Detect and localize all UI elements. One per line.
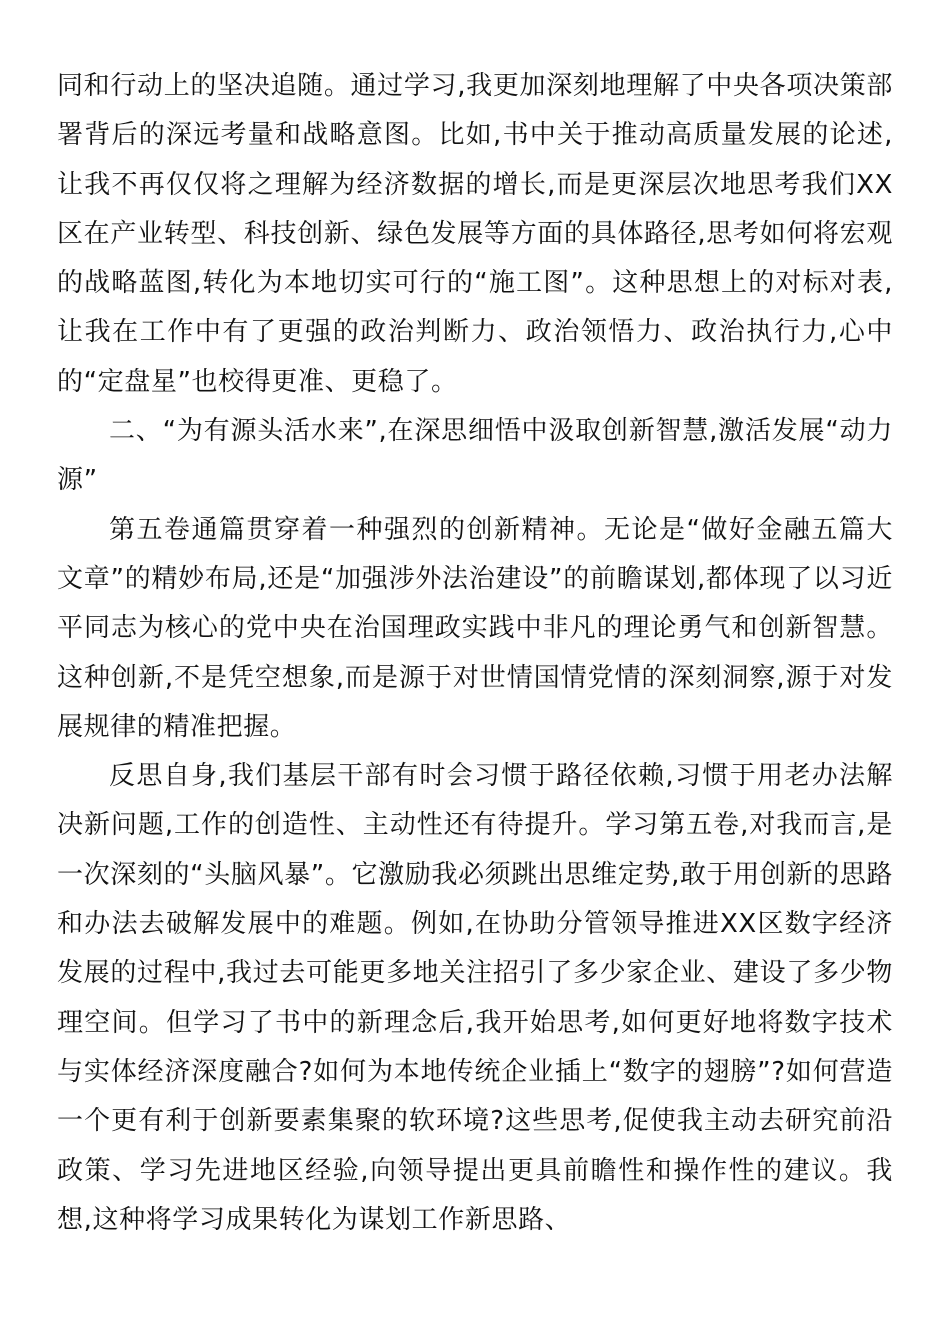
paragraph: 反思自身,我们基层干部有时会习惯于路径依赖,习惯于用老办法解决新问题,工作的创造性、主动性还有待提升。学习第五卷,对我而言,是一次深刻的“头脑风暴”。它激励我必须跳出思维定势,敢于用创新的思路和办法去破解发展中的难题。例如,在协助分管领导推进XX区数字经济发展的过程中,我过去可能更多地关注招引了多少家企业、建设了多少物理空间。但学习了书中的新理念后,我开始思考,如何更好地将数字技术与实体经济深度融合?如何为本地传统企业插上“数字的翅膀”?如何营造一个更有利于创新要素集聚的软环境?这些思考,促使我主动去研究前沿政策、学习先进地区经验,向领导提出更具前瞻性和操作性的建议。我想,这种将学习成果转化为谋划工作新思路、 <box>57 761 893 1235</box>
document-body <box>57 62 893 1245</box>
section-heading: 二、“为有源头活水来”,在深思细悟中汲取创新智慧,激活发展“动力源” <box>57 416 893 496</box>
paragraph-continued: 同和行动上的坚决追随。通过学习,我更加深刻地理解了中央各项决策部署背后的深远考量和战略意图。比如,书中关于推动高质量发展的论述,让我不再仅仅将之理解为经济数据的增长,而是更深层次地思考我们XX区在产业转型、科技创新、绿色发展等方面的具体路径,思考如何将宏观的战略蓝图,转化为本地切实可行的“施工图”。这种思想上的对标对表,让我在工作中有了更强的政治判断力、政治领悟力、政治执行力,心中的“定盘星”也校得更准、更稳了。 <box>57 71 893 397</box>
paragraph: 第五卷通篇贯穿着一种强烈的创新精神。无论是“做好金融五篇大文章”的精妙布局,还是“加强涉外法治建设”的前瞻谋划,都体现了以习近平同志为核心的党中央在治国理政实践中非凡的理论勇气和创新智慧。这种创新,不是凭空想象,而是源于对世情国情党情的深刻洞察,源于对发展规律的精准把握。 <box>57 514 893 742</box>
